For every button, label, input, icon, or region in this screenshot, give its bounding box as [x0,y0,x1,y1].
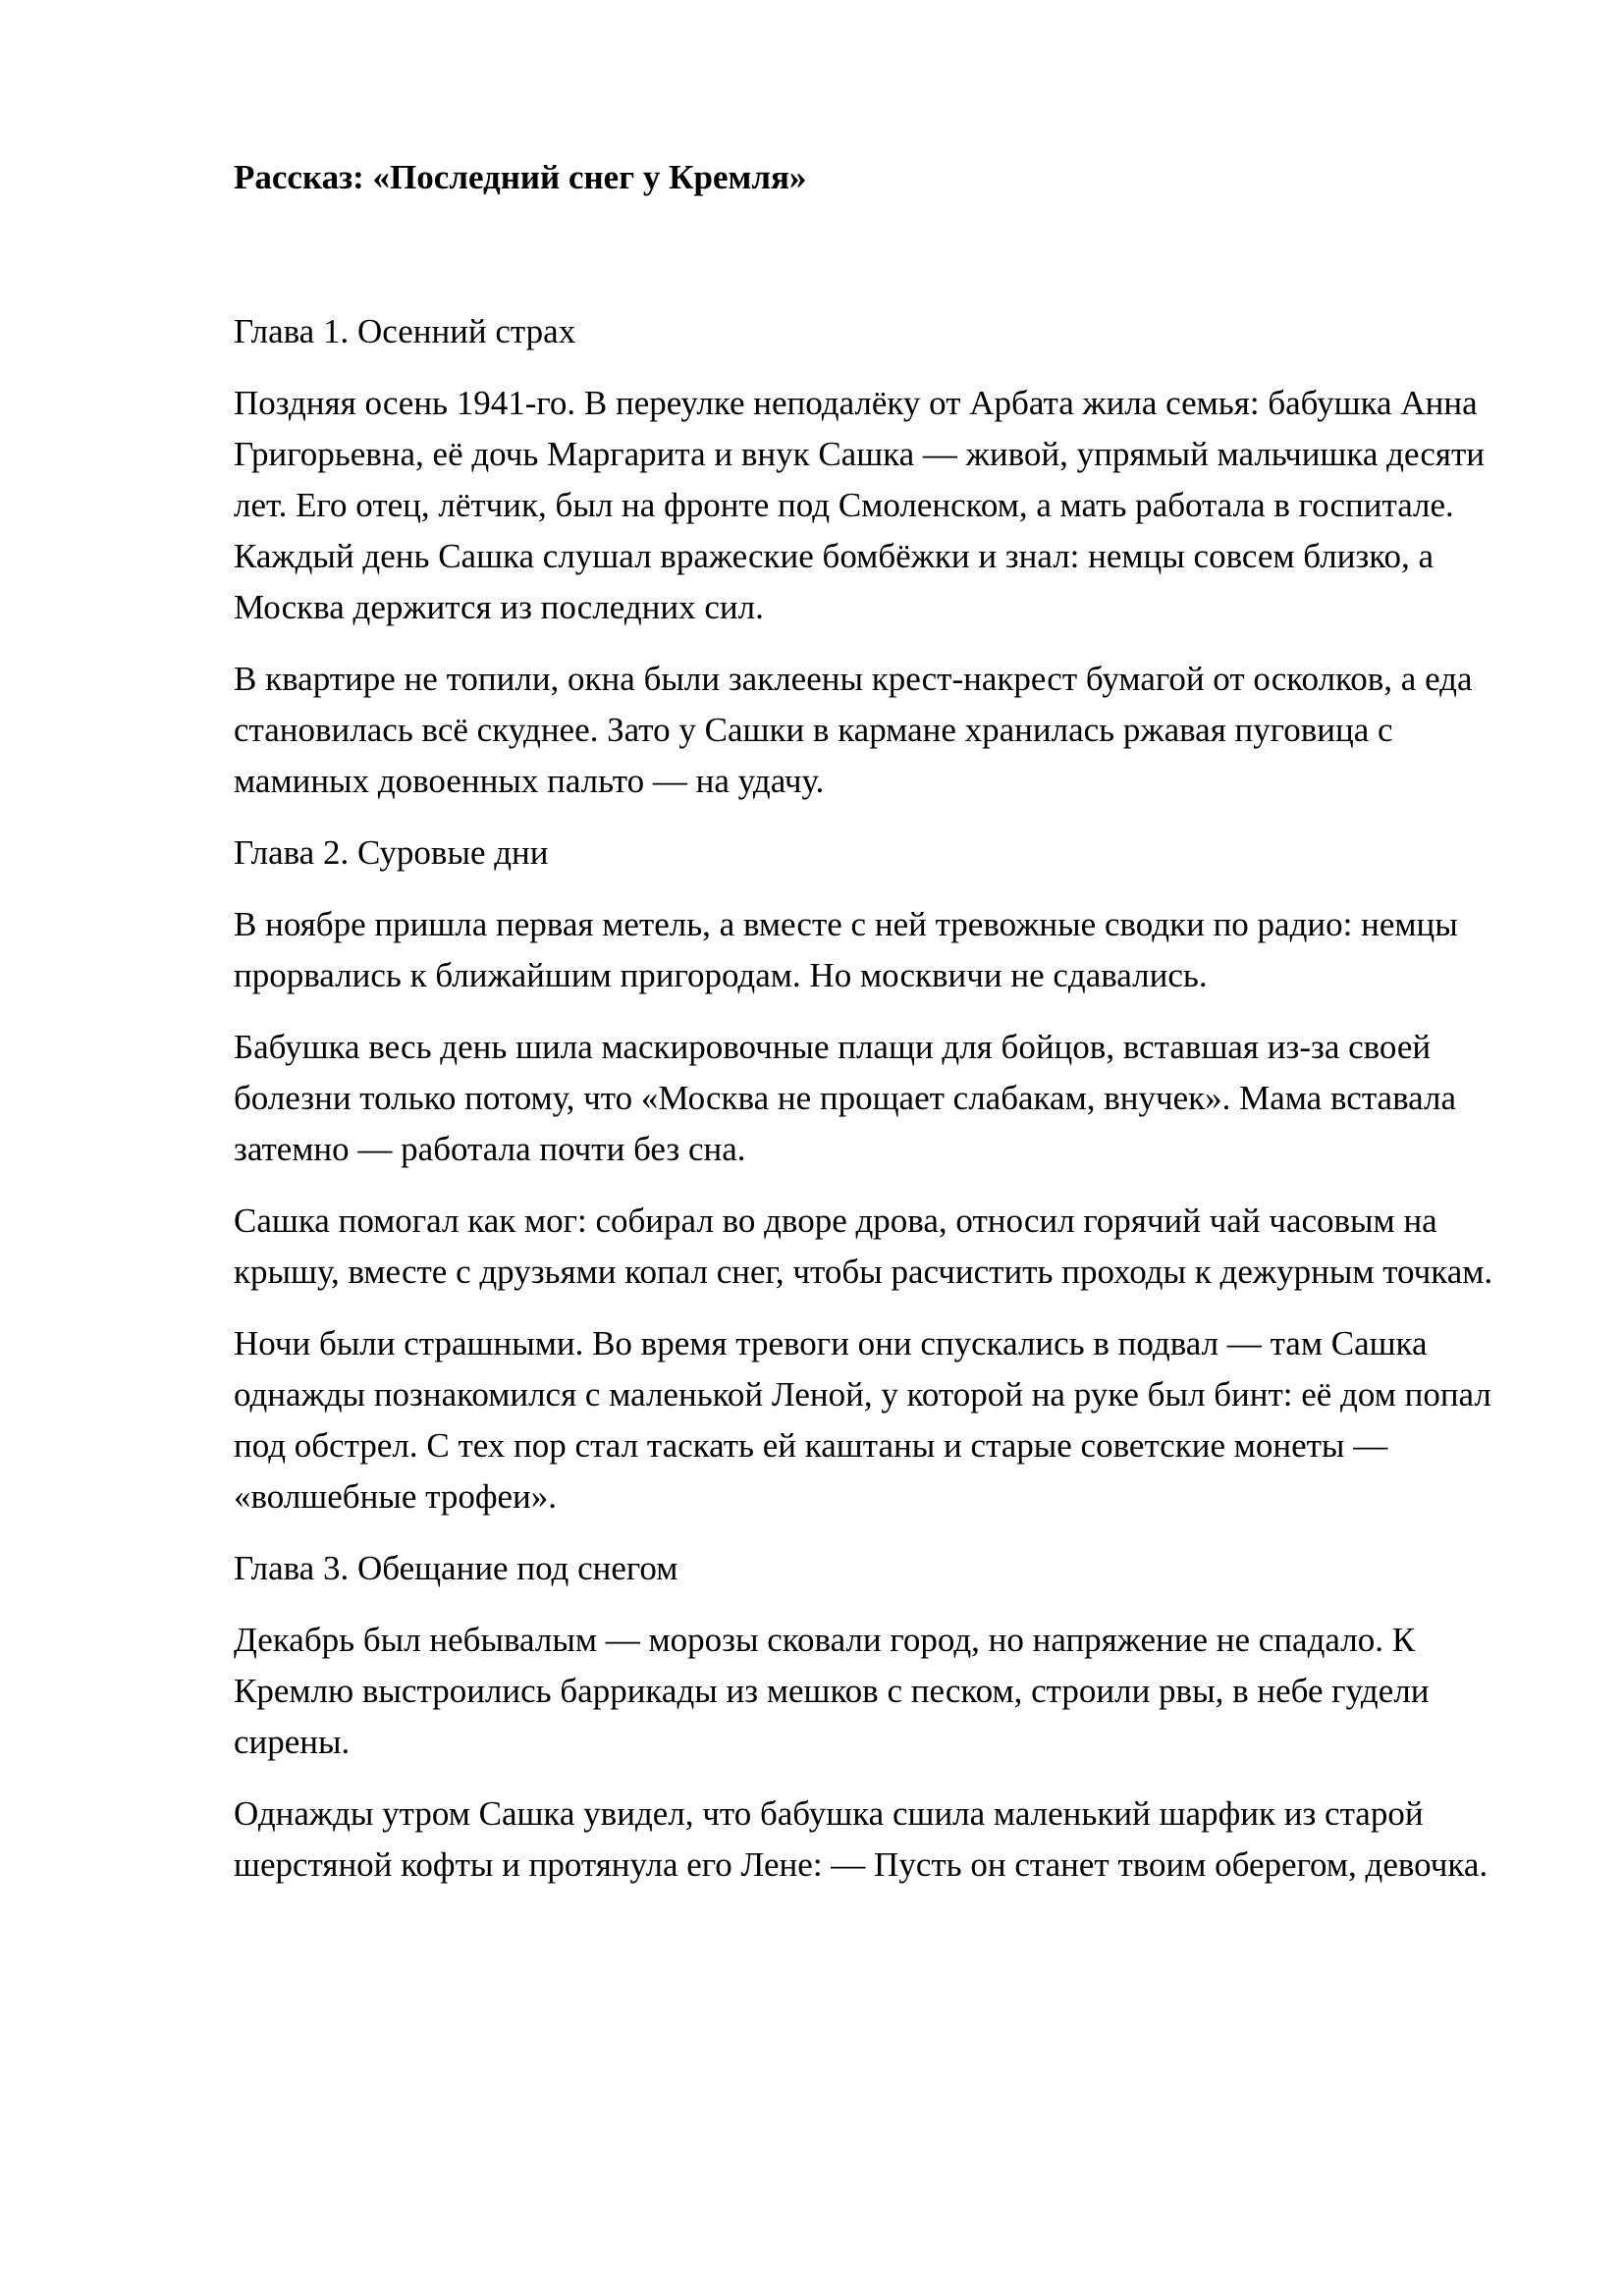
document-title: Рассказ: «Последний снег у Кремля» [234,158,807,196]
paragraph: Однажды утром Сашка увидел, что бабушка сшила маленький шарфик из старой шерстяной кофты и протянула его Лене: — Пусть он станет твоим оберегом, девочка. [234,1794,1489,1884]
document-body [234,152,1510,1911]
chapter-heading-2: Глава 2. Суровые дни [234,833,549,872]
paragraph: В квартире не топили, окна были заклеены крест-накрест бумагой от осколков, а еда становилась всё скуднее. Зато у Сашки в кармане хранилась ржавая пуговица с маминых довоенных пальто — на удачу. [234,660,1473,800]
paragraph: Сашка помогал как мог: собирал во дворе дрова, относил горячий чай часовым на крышу, вместе с друзьями копал снег, чтобы расчистить проходы к дежурным точкам. [234,1201,1493,1291]
paragraph: Декабрь был небывалым — морозы сковали город, но напряжение не спадало. К Кремлю выстроились баррикады из мешков с песком, строили рвы, в небе гудели сирены. [234,1621,1430,1761]
paragraph: Поздняя осень 1941-го. В переулке неподалёку от Арбата жила семья: бабушка Анна Григорьевна, её дочь Маргарита и внук Сашка — живой, упрямый мальчишка десяти лет. Его отец, лётчик, был на фронте под Смоленском, а мать работала в госпитале. Каждый день Сашка слушал вражеские бомбёжки и знал: немцы совсем близко, а Москва держится из последних сил. [234,384,1486,626]
paragraph: Ночи были страшными. Во время тревоги они спускались в подвал — там Сашка однажды познакомился с маленькой Леной, у которой на руке был бинт: её дом попал под обстрел. С тех пор стал таскать ей каштаны и старые советские монеты — «волшебные трофеи». [234,1324,1491,1516]
chapter-heading-3: Глава 3. Обещание под снегом [234,1549,678,1587]
paragraph: В ноябре пришла первая метель, а вместе с ней тревожные сводки по радио: немцы прорвались к ближайшим пригородам. Но москвичи не сдавались. [234,905,1458,994]
paragraph: Бабушка весь день шила маскировочные плащи для бойцов, вставшая из-за своей болезни только потому, что «Москва не прощает слабакам, внучек». Мама вставала затемно — работала почти без сна. [234,1028,1456,1168]
chapter-heading-1: Глава 1. Осенний страх [234,312,576,350]
